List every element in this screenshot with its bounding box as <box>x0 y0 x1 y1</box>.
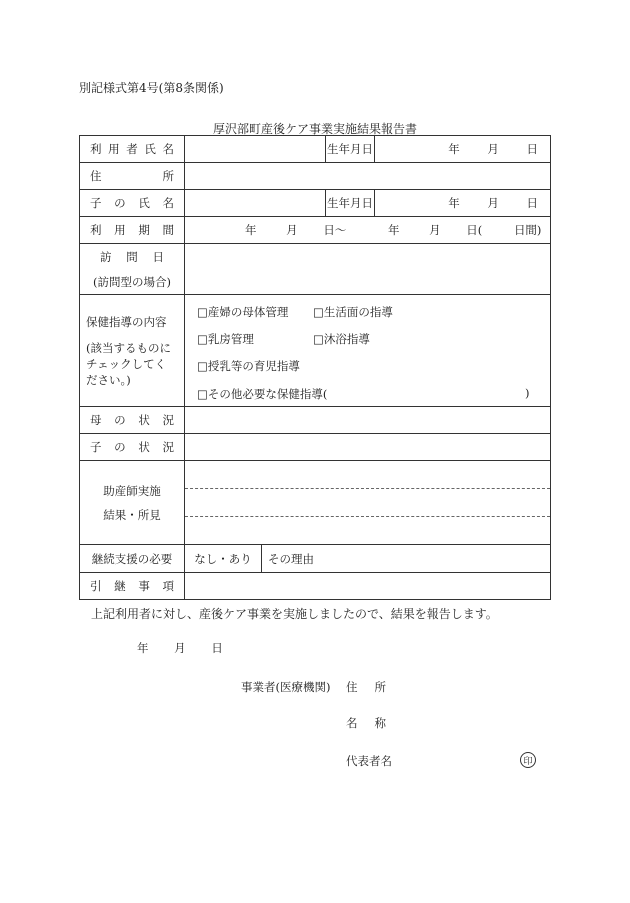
label-char: 況 <box>162 413 174 427</box>
label-char: 状 <box>138 440 150 454</box>
address-field[interactable] <box>185 163 551 190</box>
report-statement: 上記利用者に対し、産後ケア事業を実施しましたので、結果を報告します。 <box>91 607 498 621</box>
checkbox-maternal-care[interactable]: □産婦の母体管理 <box>197 304 289 319</box>
handover-label <box>80 573 185 600</box>
label-char: 利 <box>90 142 102 156</box>
period-label-text <box>86 222 178 238</box>
label-char: 用 <box>108 142 120 156</box>
child-name-label-text <box>86 195 178 211</box>
child-status-label <box>80 434 185 461</box>
operator-address-text <box>346 679 386 695</box>
period-field[interactable] <box>185 217 551 244</box>
label-char: 住 <box>90 169 102 183</box>
label-char: 所 <box>374 680 386 694</box>
child-dob-month: 月 <box>487 196 499 210</box>
mother-status-label <box>80 407 185 434</box>
footer-date-year: 年 <box>137 641 149 655</box>
child-status-field[interactable] <box>185 434 551 461</box>
label-char: 事 <box>138 579 150 593</box>
checkbox-other-guidance[interactable]: □その他必要な保健指導( <box>197 386 328 401</box>
other-guidance-close: ) <box>525 385 530 400</box>
support-reason[interactable]: その理由 <box>268 551 314 566</box>
period-end-month: 月 <box>429 223 441 237</box>
guidance-label-note-2: チェックしてく <box>86 356 167 371</box>
label-char: 称 <box>374 716 386 730</box>
period-start-month: 月 <box>286 223 298 237</box>
document-title: 厚沢部町産後ケア事業実施結果報告書 <box>212 122 417 136</box>
child-dob-label: 生年月日 <box>326 190 375 217</box>
label-char: 住 <box>346 680 358 694</box>
label-char: 期 <box>138 223 150 237</box>
seal-mark <box>520 752 536 768</box>
label-char: の <box>114 440 126 454</box>
user-dob-field[interactable] <box>375 136 551 163</box>
user-dob-day: 日 <box>526 142 538 156</box>
checkbox-lifestyle-guidance[interactable]: □生活面の指導 <box>313 304 393 319</box>
label-char: 名 <box>162 196 174 210</box>
label-char: 母 <box>90 413 102 427</box>
checkbox-nursing-guidance[interactable]: □授乳等の育児指導 <box>197 358 300 373</box>
operator-label: 事業者(医療機関) <box>241 680 331 694</box>
guidance-label-note-1: (該当するものに <box>86 340 171 355</box>
label-char: 所 <box>162 169 174 183</box>
period-end-day: 日( <box>466 223 483 237</box>
address-label <box>80 163 185 190</box>
visit-date-label <box>80 244 185 295</box>
label-char: 日 <box>152 249 164 264</box>
representative-label: 代表者名 <box>346 754 392 768</box>
midwife-findings-label-1: 助産師実施 <box>103 483 161 498</box>
label-char: 利 <box>90 223 102 237</box>
visit-date-label-main <box>86 249 178 265</box>
address-label-text <box>86 168 178 184</box>
mother-status-label-text <box>86 412 178 428</box>
guidance-options <box>185 295 551 407</box>
label-char: 子 <box>90 196 102 210</box>
checkbox-bath-guidance[interactable]: □沐浴指導 <box>313 331 370 346</box>
label-char: 継 <box>114 579 126 593</box>
visit-date-label-note: (訪問型の場合) <box>93 274 171 289</box>
label-char: 氏 <box>144 142 156 156</box>
user-name-label <box>80 136 185 163</box>
period-label <box>80 217 185 244</box>
support-need-field <box>185 545 551 573</box>
footer-date-month: 月 <box>174 641 186 655</box>
user-name-label-text <box>86 141 178 157</box>
user-dob-year: 年 <box>448 142 460 156</box>
operator-address-label <box>346 679 386 695</box>
handover-label-text <box>86 578 178 594</box>
footer-date <box>137 640 223 656</box>
label-char: 氏 <box>138 196 150 210</box>
support-need-label: 継続支援の必要 <box>80 545 185 573</box>
user-name-field[interactable] <box>185 136 326 163</box>
period-end-year: 年 <box>387 223 400 237</box>
label-char: 引 <box>90 579 102 593</box>
visit-date-label-text <box>86 249 178 265</box>
mother-status-field[interactable] <box>185 407 551 434</box>
midwife-findings-label-2: 結果・所見 <box>103 507 161 522</box>
label-char: 項 <box>162 579 174 593</box>
label-char: 間 <box>162 223 174 237</box>
operator-name-label <box>346 715 386 731</box>
label-char: 況 <box>162 440 174 454</box>
label-char: 子 <box>90 440 102 454</box>
label-char: 名 <box>162 142 174 156</box>
seal-icon: 印 <box>520 752 536 768</box>
operator-name-text <box>346 715 386 731</box>
guidance-label <box>80 295 185 407</box>
label-char: 状 <box>138 413 150 427</box>
guidance-label-note-3: ださい。) <box>86 372 131 387</box>
child-name-field[interactable] <box>185 190 326 217</box>
label-char: の <box>114 196 126 210</box>
label-char: の <box>114 413 126 427</box>
handover-field[interactable] <box>185 573 551 600</box>
label-char: 名 <box>346 716 358 730</box>
footer-date-day: 日 <box>211 641 223 655</box>
guidance-label-title: 保健指導の内容 <box>86 314 167 329</box>
support-choice[interactable]: なし・あり <box>185 545 262 572</box>
label-char: 者 <box>126 142 138 156</box>
label-char: 用 <box>114 223 126 237</box>
child-name-label <box>80 190 185 217</box>
midwife-findings-label <box>80 461 185 545</box>
period-start-day: 日〜 <box>323 223 347 237</box>
period-days: 日間) <box>513 223 542 237</box>
report-form-table <box>79 135 551 600</box>
user-dob-label: 生年月日 <box>326 136 375 163</box>
user-dob-month: 月 <box>487 142 499 156</box>
child-dob-year: 年 <box>448 196 460 210</box>
checkbox-breast-care[interactable]: □乳房管理 <box>197 331 254 346</box>
midwife-findings-field[interactable] <box>185 461 551 545</box>
period-start-year: 年 <box>245 223 257 237</box>
child-dob-field[interactable] <box>375 190 551 217</box>
child-status-label-text <box>86 439 178 455</box>
label-char: 問 <box>126 249 138 264</box>
visit-date-field[interactable] <box>185 244 551 295</box>
child-dob-day: 日 <box>526 196 538 210</box>
label-char: 訪 <box>100 249 112 264</box>
form-number: 別記様式第4号(第8条関係) <box>79 81 224 95</box>
